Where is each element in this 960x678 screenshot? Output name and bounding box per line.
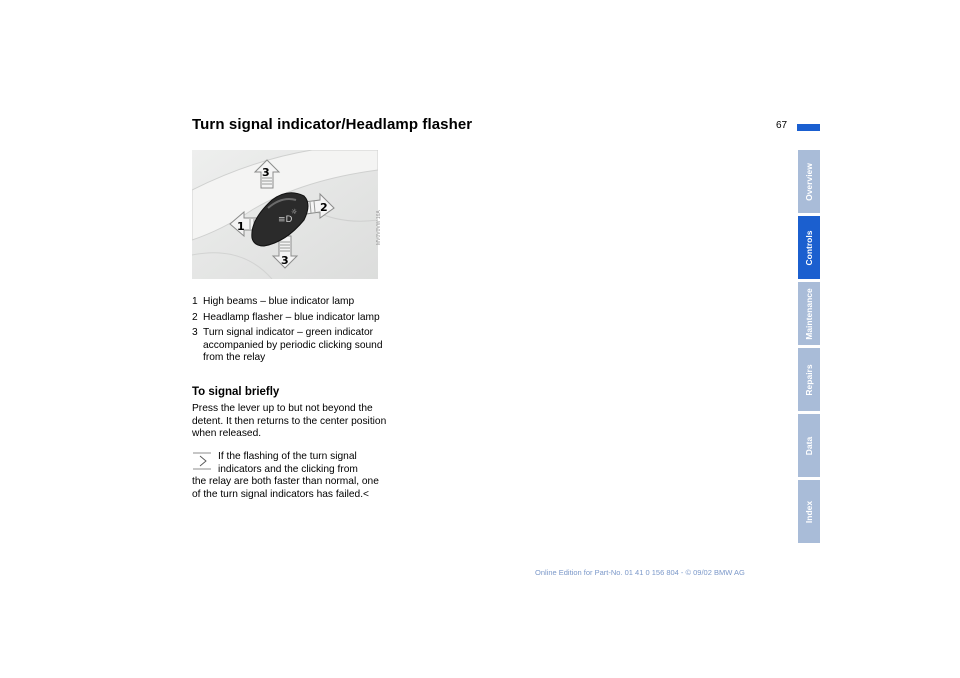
- lever-illustration: [192, 150, 378, 279]
- list-item: [192, 312, 388, 325]
- svg-text:☼: ☼: [291, 208, 298, 216]
- legend-number: 1: [192, 296, 198, 307]
- label-three-top: 3: [262, 166, 270, 179]
- page-number: 67: [776, 120, 788, 131]
- note-line: indicators and the clicking from: [218, 463, 358, 475]
- tab-label: Repairs: [804, 363, 814, 396]
- chapter-tabs: [798, 150, 820, 546]
- tab-label: Maintenance: [804, 287, 814, 340]
- legend-list: [192, 296, 388, 368]
- end-mark: <: [363, 488, 369, 500]
- tab-overview[interactable]: [798, 150, 820, 213]
- tab-repairs[interactable]: [798, 348, 820, 411]
- label-two: 2: [320, 201, 328, 214]
- list-item: [192, 327, 388, 365]
- note-rest: the relay are both faster than normal, one of the turn signal indicators has failed.: [192, 476, 379, 500]
- tab-label: Overview: [804, 162, 814, 201]
- label-three-bottom: 3: [281, 254, 289, 267]
- list-item: [192, 296, 388, 309]
- tab-label: Data: [804, 436, 814, 455]
- footer-text: Online Edition for Part-No. 01 41 0 156 804 - © 09/02 BMW AG: [535, 568, 745, 577]
- section-heading: To signal briefly: [192, 386, 280, 398]
- page-marker: [797, 124, 820, 131]
- tab-maintenance[interactable]: [798, 282, 820, 345]
- legend-text: High beams – blue indicator lamp: [203, 296, 355, 307]
- tab-label: Controls: [804, 230, 814, 265]
- body-paragraph: Press the lever up to but not beyond the detent. It then returns to the center position when released.: [192, 403, 387, 440]
- note-paragraph: [192, 451, 388, 501]
- svg-text:≡D: ≡D: [278, 215, 293, 225]
- legend-text: Headlamp flasher – blue indicator lamp: [203, 311, 380, 323]
- tab-controls[interactable]: [798, 216, 820, 279]
- legend-number: 3: [192, 327, 198, 339]
- label-one: 1: [237, 220, 245, 233]
- tab-index[interactable]: [798, 480, 820, 543]
- figure-code: MV0V0VW 16A: [376, 210, 382, 245]
- legend-text: Turn signal indicator – green indicator accompanied by periodic clicking sound from the relay: [203, 327, 383, 364]
- note-line: If the flashing of the turn signal: [218, 451, 357, 462]
- note-text: [192, 476, 388, 501]
- page-title: Turn signal indicator/Headlamp flasher: [192, 116, 473, 133]
- tab-label: Index: [804, 500, 814, 523]
- lever-drawing: [192, 150, 378, 279]
- tab-data[interactable]: [798, 414, 820, 477]
- legend-number: 2: [192, 311, 198, 323]
